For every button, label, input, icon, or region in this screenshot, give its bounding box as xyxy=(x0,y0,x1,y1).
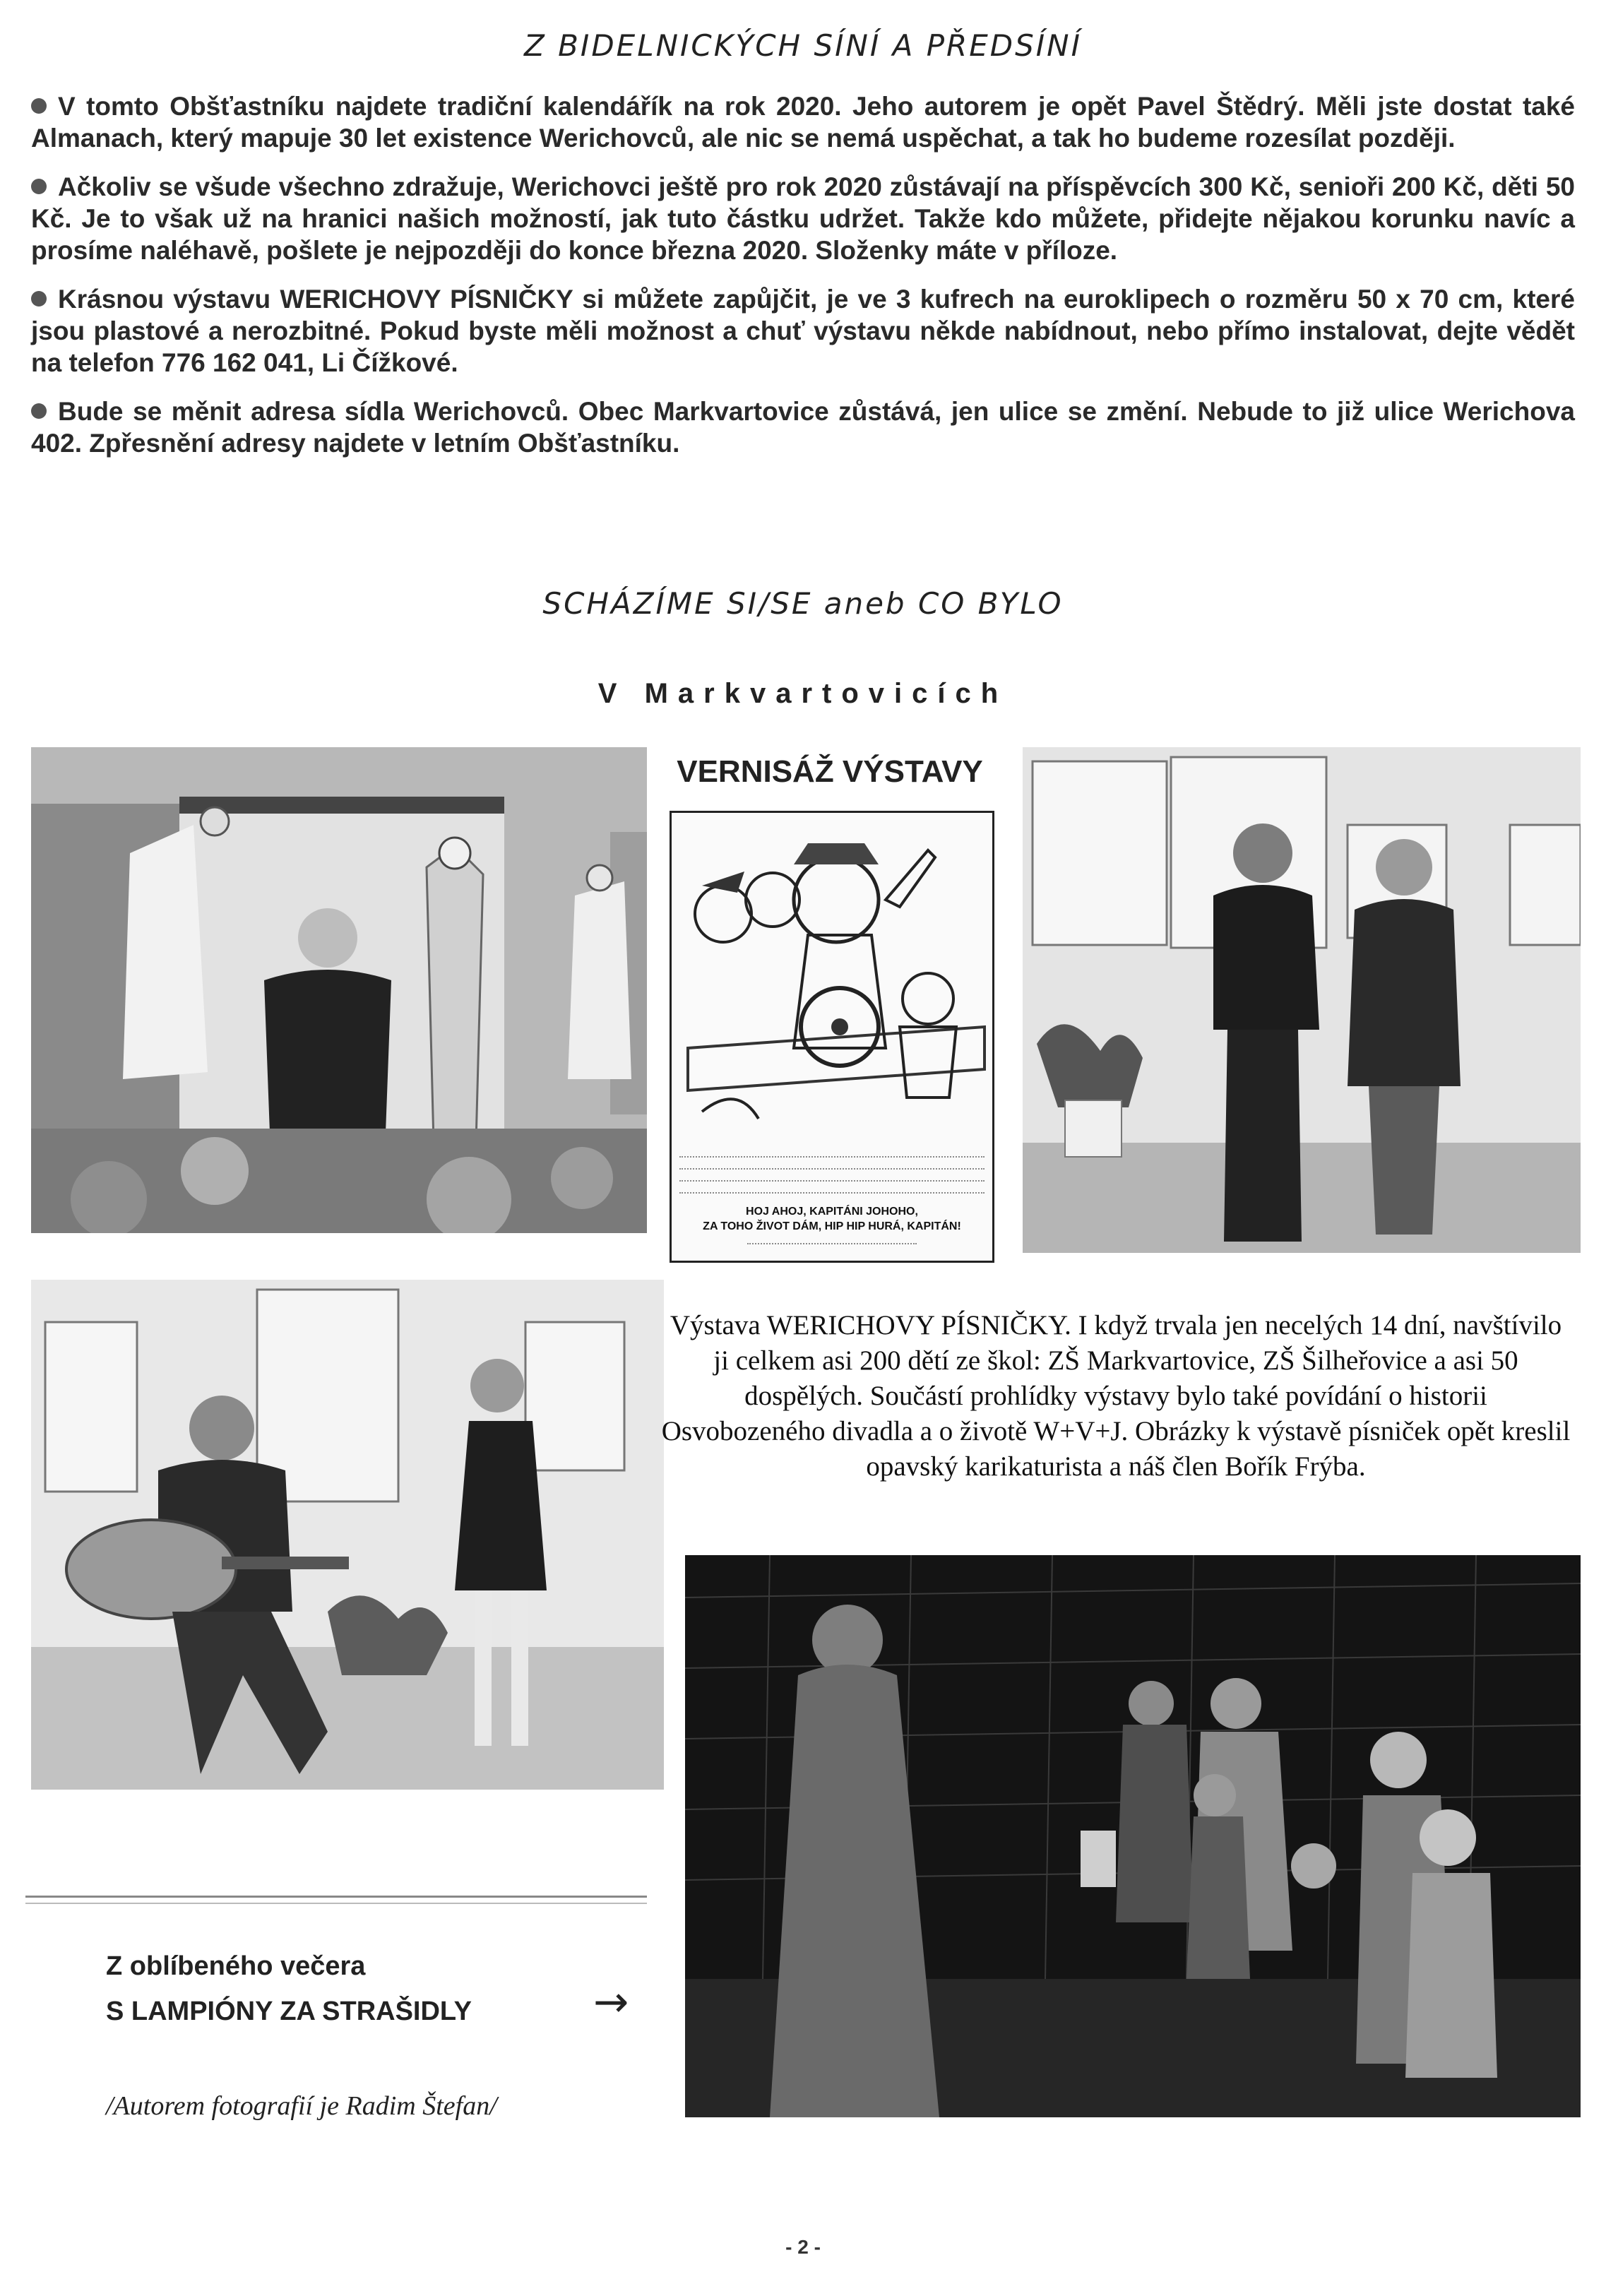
news-item xyxy=(31,90,1575,154)
divider xyxy=(25,1903,647,1904)
bullet-icon xyxy=(31,403,47,419)
photo-vernissage-singers xyxy=(1023,747,1581,1253)
news-text: V tomto Obšťastníku najdete tradiční kalendářík na rok 2020. Jeho autorem je opět Pavel Štědrý. Měli jste dostat také Almanach, který mapuje 30 let existence Werichovců, ale nic se nemá uspěchat, a tak ho budeme rozesílat později. xyxy=(31,92,1575,153)
poster-credit xyxy=(679,1237,985,1247)
news-item xyxy=(31,171,1575,266)
poster-chorus-line: HOJ AHOJ, KAPITÁNI JOHOHO, xyxy=(746,1206,918,1218)
bullet-icon xyxy=(31,98,47,114)
news-text: Bude se měnit adresa sídla Werichovců. Obec Markvartovice zůstává, jen ulice se změní. Nebude to již ulice Werichova 402. Zpřesnění adresy najdete v letním Obšťastníku. xyxy=(31,397,1575,458)
bullet-icon xyxy=(31,291,47,307)
news-item xyxy=(31,283,1575,379)
news-item xyxy=(31,395,1575,459)
news-list xyxy=(31,90,1575,476)
section-title-bidelnicke: Z BIDELNICKÝCH SÍNÍ A PŘEDSÍNÍ xyxy=(524,28,1082,63)
poster-chorus xyxy=(679,1204,985,1234)
evening-caption-line: Z oblíbeného večera xyxy=(106,1951,366,1981)
photo-credit: /Autorem fotografií je Radim Štefan/ xyxy=(106,2091,497,2121)
evening-caption-line: S LAMPIÓNY ZA STRAŠIDLY xyxy=(106,1997,472,2026)
divider xyxy=(25,1896,647,1898)
photo-theatre-performance xyxy=(31,747,647,1233)
poster-chorus-line: ZA TOHO ŽIVOT DÁM, HIP HIP HURÁ, KAPITÁN! xyxy=(703,1220,961,1232)
bullet-icon xyxy=(31,179,47,194)
news-text: Ačkoliv se všude všechno zdražuje, Werichovci ještě pro rok 2020 zůstávají na příspěvcích 300 Kč, senioři 200 Kč, děti 50 Kč. Je to však už na hranici našich možností, jak tuto částku udržet. Takže kdo můžete, přidejte nějakou korunku navíc a prosíme naléhavě, pošlete je nejpozději do konce března 2020. Složenky máte v příloze. xyxy=(31,172,1575,265)
poster-title: VERNISÁŽ VÝSTAVY xyxy=(677,754,983,789)
news-text: Krásnou výstavu WERICHOVY PÍSNIČKY si můžete zapůjčit, je ve 3 kufrech na euroklipech o rozměru 50 x 70 cm, které jsou plastové a nerozbitné. Pokud byste měli možnost a chuť výstavu někde nabídnout, nebo přímo instalovat, dejte vědět na telefon 776 162 041, Li Čížkové. xyxy=(31,285,1575,377)
page-number: - 2 - xyxy=(785,2236,821,2258)
location-subtitle: V Markvartovicích xyxy=(597,678,1009,709)
arrow-right-icon: → xyxy=(593,1977,629,2027)
exhibition-caption: Výstava WERICHOVY PÍSNIČKY. I když trvala jen necelých 14 dní, navštívilo ji celkem asi 200 dětí ze škol: ZŠ Markvartovice, ZŠ Šilheřovice a asi 50 dospělých. Součástí prohlídky výstavy bylo také povídání o historii Osvobozeného divadla a o životě W+V+J. Obrázky k výstavě písniček opět kreslil opavský karikaturista a náš člen Bořík Frýba. xyxy=(661,1310,1571,1482)
evening-caption xyxy=(106,1944,472,2034)
photo-guitar-performance xyxy=(31,1280,664,1790)
photo-lantern-evening xyxy=(685,1555,1581,2117)
poster-lyrics xyxy=(679,1150,985,1198)
section-title-schazime: SCHÁZÍME SI/SE aneb CO BYLO xyxy=(542,586,1064,621)
